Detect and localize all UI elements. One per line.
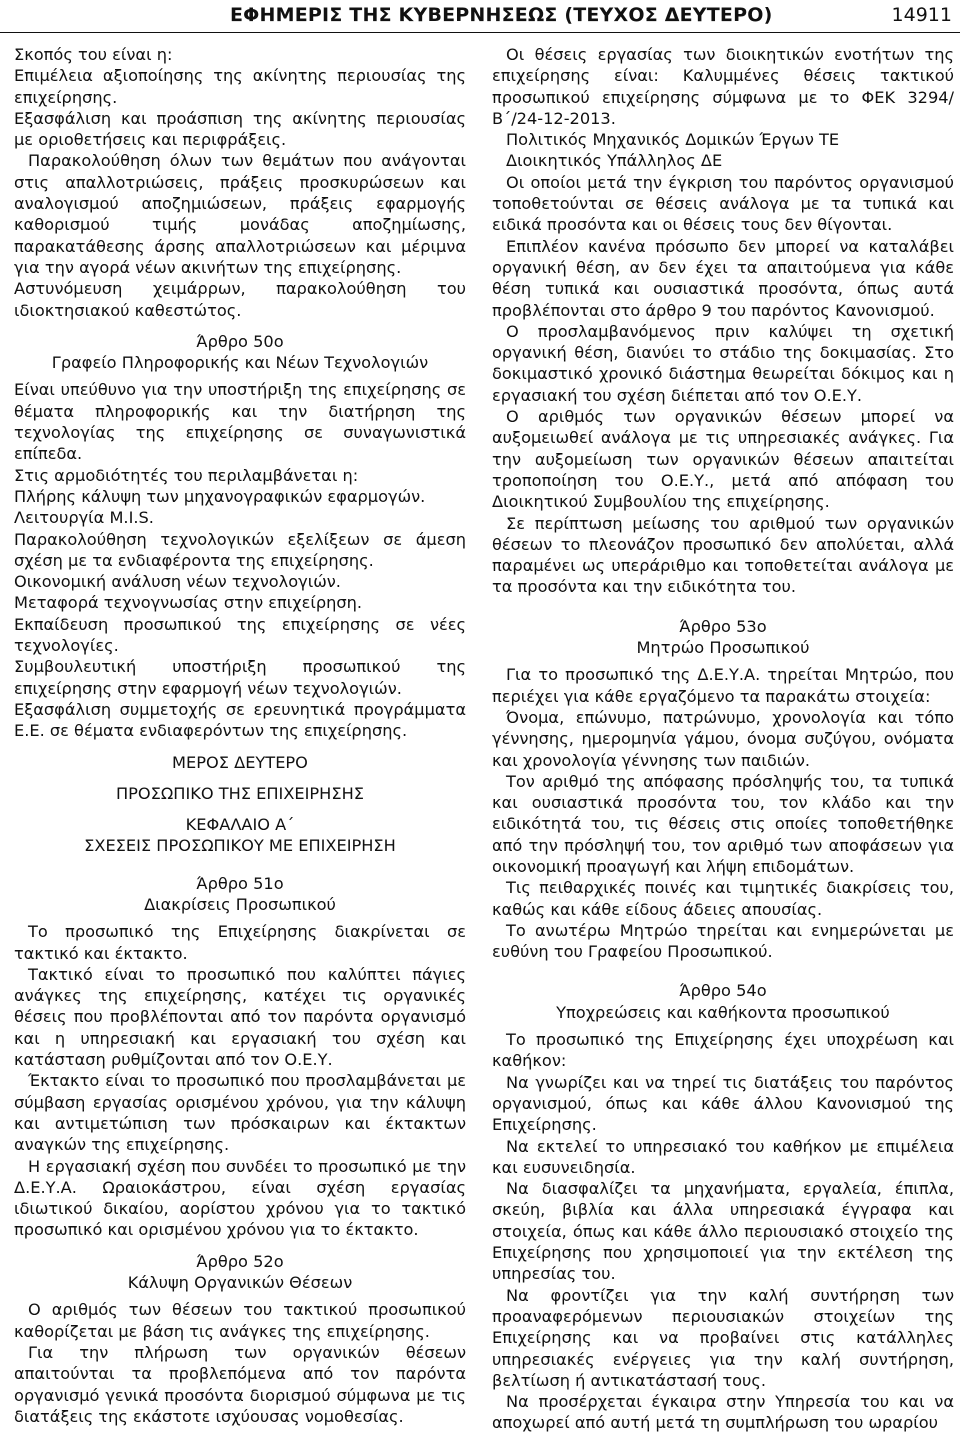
header-divider [0,32,960,33]
article-title: Γραφείο Πληροφορικής και Νέων Τεχνολογιών [51,353,429,373]
article-title: Κάλυψη Οργανικών Θέσεων [127,1273,353,1293]
paragraph: Όνομα, επώνυμο, πατρώνυμο, χρονολογία και τόπο γέννησης, ημερομηνία γάμου, όνομα συζύγου, ονόματα και χρονολογία γέννησης των παιδιών. [492,707,954,770]
paragraph: Το προσωπικό της Επιχείρησης έχει υποχρέωση και καθήκον: [492,1030,954,1071]
paragraph: Τακτικό είναι το προσωπικό που καλύπτει πάγιες ανάγκες της επιχείρησης, κατέχει τις οργανικές θέσεις που προβλέπονται από τον παρόντα οργανισμό και η υπηρεσιακή και εργασιακή του σχέση και κατάσταση ρυθμίζονται από τον Ο.Ε.Υ. [14,964,466,1070]
gazette-title: ΕΦΗΜΕΡΙΣ ΤΗΣ ΚΥΒΕΡΝΗΣΕΩΣ (ΤΕΥΧΟΣ ΔΕΥΤΕΡΟ) [230,4,773,26]
paragraph: Στις αρμοδιότητές του περιλαμβάνεται η: [14,465,359,485]
paragraph: Εκπαίδευση προσωπικού της επιχείρησης σε νέες τεχνολογίες. [14,614,466,656]
paragraph: Τον αριθμό της απόφασης πρόσληψής του, τα τυπικά και ουσιαστικά προσόντα του, τον κλάδο και την ειδικότητά του, τις θέσεις στις οποίες τοποθετήθηκε από την πρόσληψή του, τον αριθμό των αποφάσεων για οικονομική προαγωγή και λήψη επιδομάτων. [492,771,954,876]
paragraph: Παρακολούθηση όλων των θεμάτων που ανάγονται στις απαλλοτριώσεις, πράξεις προσκυρώσεων και αναλογισμού αποζημιώσεων, πράξεις εφαρμογής καθορισμού τιμής μονάδας αποζημίωσης, παρακατάθεσης άρσης απαλλοτριώσεων και μέριμνα για την αγορά νέων ακινήτων της επιχείρησης. [14,151,466,277]
paragraph: Εξασφάλιση συμμετοχής σε ερευνητικά προγράμματα Ε.Ε. σε θέματα ενδιαφερόντων της επιχείρησης. [14,699,466,741]
paragraph: Η εργασιακή σχέση που συνδέει το προσωπικό με την Δ.Ε.Υ.Α. Ωραιοκάστρου, είναι σχέση εργασίας ιδιωτικού δικαίου, αορίστου χρόνου για το τακτικό προσωπικό και ορισμένου χρόνου για το έκτακτο. [14,1156,466,1240]
paragraph: Να φροντίζει για την καλή συντήρηση των προαναφερόμενων περιουσιακών στοιχείων της Επιχείρησης και να προβαίνει στις κατάλληλες υπηρεσιακές ενέργειες για την καλή συντήρηση, βελτίωση ή αντικατάστασή τους. [492,1285,954,1390]
paragraph: Το προσωπικό της Επιχείρησης διακρίνεται σε τακτικό και έκτακτο. [14,922,466,963]
paragraph: Διοικητικός Υπάλληλος ΔΕ [506,151,723,171]
paragraph: Οικονομική ανάλυση νέων τεχνολογιών. [14,572,341,592]
page-header [0,0,960,30]
paragraph: Επιπλέον κανένα πρόσωπο δεν μπορεί να καταλάβει οργανική θέση, αν δεν έχει τα απαιτούμενα για κάθε θέση τυπικά και ουσιαστικά προσόντα, όπως αυτά προβλέπονται στο άρθρο 9 του παρόντος Κανονισμού. [492,236,954,320]
paragraph: Συμβουλευτική υποστήριξη προσωπικού της επιχείρησης στην εφαρμογή νέων τεχνολογιών. [14,657,466,698]
paragraph: Είναι υπεύθυνο για την υποστήριξη της επιχείρησης σε θέματα πληροφορικής και την διατήρηση της τεχνολογίας της επιχείρησης σε συναγωνιστικά επίπεδα. [14,380,466,464]
paragraph: Έκτακτο είναι το προσωπικό που προσλαμβάνεται με σύμβαση εργασίας ορισμένου χρόνου, για την κάλυψη και αντιμετώπιση των πρόσκαιρων και έκτακτων αναγκών της επιχείρησης. [14,1071,466,1155]
article-heading: Άρθρο 51ο [196,873,284,893]
paragraph: Λειτουργία M.I.S. [14,508,154,528]
article-heading: Άρθρο 52ο [196,1251,284,1271]
paragraph: Το ανωτέρω Μητρώο τηρείται και ενημερώνεται με ευθύνη του Γραφείου Προσωπικού. [492,920,954,962]
paragraph: Να εκτελεί το υπηρεσιακό του καθήκον με επιμέλεια και ευσυνειδησία. [492,1136,954,1177]
paragraph: Για την πλήρωση των οργανικών θέσεων απαιτούνται τα προβλεπόμενα από τον παρόντα οργανισμό γενικά προσόντα διορισμού σύμφωνα με τις διατάξεις της εκάστοτε ισχύουσας νομοθεσίας. [14,1342,466,1426]
paragraph: Να διασφαλίζει τα μηχανήματα, εργαλεία, έπιπλα, σκεύη, βιβλία και άλλα υπηρεσιακά έγγραφα και στοιχεία, όπως και κάθε άλλο περιουσιακό στοιχείο της Επιχείρησης που χρησιμοποιεί για την εκτέλεση της υπηρεσίας του. [492,1179,954,1284]
paragraph: Αστυνόμευση χειμάρρων, παρακολούθηση του ιδιοκτησιακού καθεστώτος. [14,279,466,320]
left-column [14,44,466,1427]
page-number: 14911 [891,4,952,26]
article-title: Υποχρεώσεις και καθήκοντα προσωπικού [556,1002,890,1022]
paragraph: Ο αριθμός των θέσεων του τακτικού προσωπικού καθορίζεται με βάση τις ανάγκες της επιχείρησης. [14,1300,466,1341]
paragraph: Να γνωρίζει και να τηρεί τις διατάξεις του παρόντος οργανισμού, όπως και κάθε άλλου Κανονισμού της Επιχείρησης. [492,1072,954,1135]
chapter-heading: ΚΕΦΑΛΑΙΟ Α΄ [185,815,295,835]
paragraph: Σε περίπτωση μείωσης του αριθμού των οργανικών θέσεων το πλεονάζον προσωπικό δεν απολύεται, αλλά παραμένει ως υπεράριθμο και τοποθετείται ανάλογα με τα προσόντα και την ειδικότητα του. [492,513,954,597]
paragraph: Για το προσωπικό της Δ.Ε.Υ.Α. τηρείται Μητρώο, που περιέχει για κάθε εργαζόμενο τα παρακάτω στοιχεία: [492,665,954,706]
paragraph: Παρακολούθηση τεχνολογικών εξελίξεων σε άμεση σχέση με τα ενδιαφέροντα της επιχείρησης. [14,529,466,570]
chapter-title: ΣΧΕΣΕΙΣ ΠΡΟΣΩΠΙΚΟΥ ΜΕ ΕΠΙΧΕΙΡΗΣΗ [84,836,396,856]
paragraph: Οι θέσεις εργασίας των διοικητικών ενοτήτων της επιχείρησης είναι: Καλυμμένες θέσεις τακτικού προσωπικού επιχείρησης σύμφωνα με το ΦΕΚ 3294/Β΄/24-12-2013. [492,45,954,128]
paragraph: Τις πειθαρχικές ποινές και τιμητικές διακρίσεις του, καθώς και κάθε είδους άδειες απουσίας. [492,878,954,919]
part-title: ΠΡΟΣΩΠΙΚΟ ΤΗΣ ΕΠΙΧΕΙΡΗΣΗΣ [116,783,364,803]
paragraph: Επιμέλεια αξιοποίησης της ακίνητης περιουσίας της επιχείρησης. [14,66,466,107]
paragraph: Να προσέρχεται έγκαιρα στην Υπηρεσία του και να αποχωρεί από αυτή μετά τη συμπλήρωση του ωραρίου [492,1392,954,1433]
part-heading: ΜΕΡΟΣ ΔΕΥΤΕΡΟ [172,752,308,772]
article-title: Διακρίσεις Προσωπικού [144,894,336,914]
paragraph: Πολιτικός Μηχανικός Δομικών Έργων ΤΕ [506,130,840,150]
paragraph: Μεταφορά τεχνογνωσίας στην επιχείρηση. [14,593,363,613]
paragraph: Σκοπός του είναι η: [14,45,173,64]
article-heading: Άρθρο 54ο [679,981,767,1001]
paragraph: Πλήρης κάλυψη των μηχανογραφικών εφαρμογών. [14,486,426,506]
article-heading: Άρθρο 53ο [679,616,767,636]
article-title: Μητρώο Προσωπικού [636,638,810,658]
right-column [492,44,954,1434]
paragraph: Οι οποίοι μετά την έγκριση του παρόντος οργανισμού τοποθετούνται σε θέσεις ανάλογα με τα τυπικά και ειδικά προσόντα και οι θέσεις τους δεν θίγονται. [492,172,954,235]
article-heading: Άρθρο 50ο [196,331,284,351]
paragraph: Ο αριθμός των οργανικών θέσεων μπορεί να αυξομειωθεί ανάλογα με τις υπηρεσιακές ανάγκες. Για την αυξομείωση των οργανικών θέσεων απαιτείται τροποποίηση του Ο.Ε.Υ., μετά από απόφαση του Διοικητικού Συμβουλίου της επιχείρησης. [492,407,954,512]
paragraph: Ο προσλαμβανόμενος πριν καλύψει τη σχετική οργανική θέση, διανύει το στάδιο της δοκιμασίας. Στο δοκιμαστικό χρονικό διάστημα θεωρείται δόκιμος και η εργασιακή του σχέση διέπεται από τον Ο.Ε.Υ. [492,321,954,405]
paragraph: Εξασφάλιση και προάσπιση της ακίνητης περιουσίας με οριοθετήσεις και περιφράξεις. [14,108,466,150]
